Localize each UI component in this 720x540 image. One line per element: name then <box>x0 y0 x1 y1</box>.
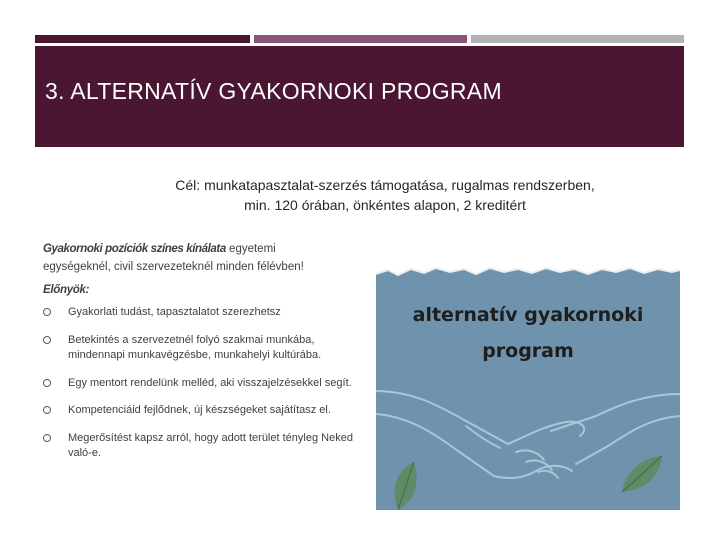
list-item <box>43 403 358 419</box>
advantage-text: Egy mentort rendelünk melléd, aki visszajelzésekkel segít. <box>68 376 352 389</box>
advantage-text: Betekintés a szervezetnél folyó szakmai munkába, mindennapi munkavégzésbe, munkahelyi kultúrába. <box>68 333 322 361</box>
advantages-list <box>43 305 358 462</box>
goal-text <box>95 175 675 215</box>
goal-line-1: Cél: munkatapasztalat-szerzés támogatása, rugalmas rendszerben, <box>175 177 595 193</box>
bullet-circle-icon <box>43 406 51 414</box>
advantages-heading: Előnyök: <box>43 284 90 296</box>
advantage-text: Kompetenciáid fejlődnek, új készségeket sajátítasz el. <box>68 404 331 416</box>
bullet-circle-icon <box>43 336 51 344</box>
bullet-circle-icon <box>43 308 51 316</box>
advantage-text: Megerősítést kapsz arról, hogy adott terület tényleg Neked való-e. <box>68 431 353 459</box>
program-poster-image <box>376 266 680 510</box>
goal-line-2: min. 120 órában, önkéntes alapon, 2 kreditért <box>244 197 526 213</box>
title-bar <box>35 46 684 147</box>
poster-title-line-1: alternatív gyakornoki <box>412 304 644 326</box>
intro-rest-first: egyetemi <box>225 243 276 255</box>
slide-title: 3. ALTERNATÍV GYAKORNOKI PROGRAM <box>45 78 502 104</box>
accent-stripe-middle <box>254 35 467 43</box>
bullet-circle-icon <box>43 434 51 442</box>
intro-rest-second: egységeknél, civil szervezeteknél minden félévben! <box>43 261 304 273</box>
list-item <box>43 376 358 392</box>
list-item <box>43 305 358 321</box>
intro-paragraph <box>43 240 363 276</box>
bullet-circle-icon <box>43 379 51 387</box>
advantage-text: Gyakorlati tudást, tapasztalatot szerezhetsz <box>68 306 281 318</box>
poster-title-line-2: program <box>482 340 574 362</box>
list-item <box>43 431 358 462</box>
list-item <box>43 333 358 364</box>
accent-stripe-right <box>471 35 684 43</box>
accent-stripe-left <box>35 35 250 43</box>
intro-emphasis: Gyakornoki pozíciók színes kínálata <box>43 243 226 255</box>
